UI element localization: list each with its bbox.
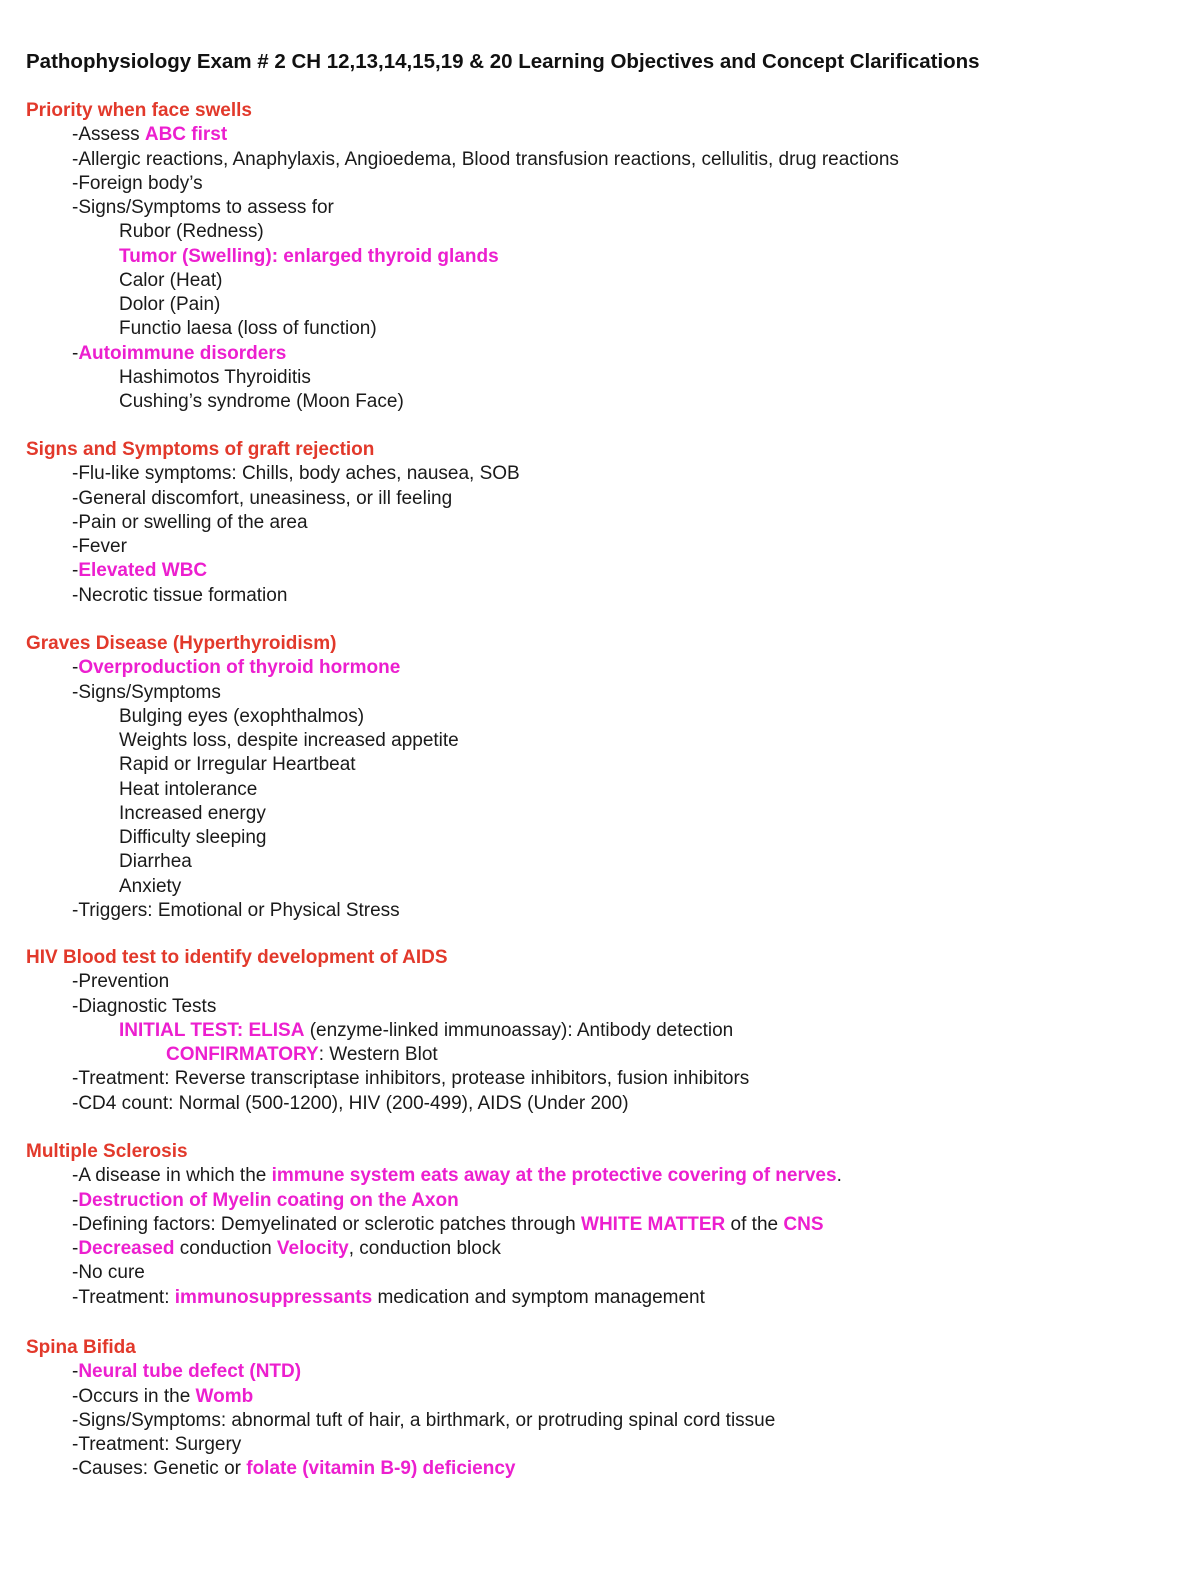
list-item — [119, 293, 220, 317]
item-text: -Necrotic tissue formation — [72, 585, 288, 606]
item-text: Calor (Heat) — [119, 270, 223, 291]
highlighted-text: Overproduction of thyroid hormone — [78, 657, 401, 678]
item-text: Weights loss, despite increased appetite — [119, 730, 459, 751]
highlighted-text: Elevated WBC — [78, 560, 208, 581]
item-text: -Foreign body’s — [72, 173, 203, 194]
list-item — [72, 1092, 629, 1116]
highlighted-text: CNS — [783, 1214, 824, 1235]
item-text: -Treatment: Surgery — [72, 1434, 242, 1455]
highlighted-text: INITIAL TEST: ELISA — [119, 1020, 305, 1041]
highlighted-text: folate (vitamin B-9) deficiency — [246, 1458, 516, 1479]
item-text: - — [72, 560, 79, 581]
list-item — [119, 802, 266, 826]
item-text: - — [72, 1361, 79, 1382]
item-text: -Flu-like symptoms: Chills, body aches, nausea, SOB — [72, 463, 520, 484]
item-text: -Allergic reactions, Anaphylaxis, Angioedema, Blood transfusion reactions, cellulitis, drug reactions — [72, 149, 899, 170]
highlighted-text: Autoimmune disorders — [78, 343, 287, 364]
section-heading: Priority when face swells — [26, 100, 252, 121]
item-text: medication and symptom management — [372, 1287, 705, 1308]
section-heading: HIV Blood test to identify development of AIDS — [26, 947, 448, 968]
list-item — [119, 826, 267, 850]
list-item — [72, 1286, 705, 1310]
highlighted-text: Velocity — [276, 1238, 349, 1259]
list-item — [72, 1385, 253, 1409]
item-text: -CD4 count: Normal (500-1200), HIV (200-499), AIDS (Under 200) — [72, 1093, 629, 1114]
list-item — [119, 390, 404, 414]
item-text: -Signs/Symptoms to assess for — [72, 197, 334, 218]
item-text: . — [836, 1165, 842, 1186]
list-item — [119, 269, 222, 293]
highlighted-text: Decreased — [78, 1238, 175, 1259]
item-text: - — [72, 343, 79, 364]
item-text: - — [72, 1190, 79, 1211]
list-item — [72, 148, 899, 172]
list-item — [72, 899, 400, 923]
list-item — [72, 1360, 301, 1384]
list-item — [119, 366, 311, 390]
item-text: -Occurs in the — [72, 1386, 196, 1407]
list-item — [119, 850, 192, 874]
highlighted-text: ABC first — [144, 124, 228, 145]
item-text: Functio laesa (loss of function) — [119, 318, 377, 339]
item-text: (enzyme-linked immunoassay): Antibody detection — [304, 1020, 734, 1041]
list-item — [72, 172, 203, 196]
section-heading: Graves Disease (Hyperthyroidism) — [26, 633, 337, 654]
highlighted-text: immune system eats away at the protective covering of nerves — [271, 1165, 837, 1186]
list-item — [119, 875, 181, 899]
item-text: Hashimotos Thyroiditis — [119, 367, 311, 388]
list-item — [119, 317, 377, 341]
item-text: Dolor (Pain) — [119, 294, 221, 315]
highlighted-text: Neural tube defect (NTD) — [78, 1361, 302, 1382]
section-heading: Spina Bifida — [26, 1337, 136, 1358]
list-item — [72, 1457, 515, 1481]
list-item — [72, 1067, 749, 1091]
section-heading: Signs and Symptoms of graft rejection — [26, 439, 375, 460]
list-item — [72, 1261, 145, 1285]
highlighted-text: immunosuppressants — [174, 1287, 373, 1308]
item-text: - — [72, 1238, 79, 1259]
list-item — [72, 342, 286, 366]
highlighted-text: WHITE MATTER — [581, 1214, 726, 1235]
list-item — [119, 245, 499, 269]
item-text: -Pain or swelling of the area — [72, 512, 308, 533]
item-text: conduction — [174, 1238, 277, 1259]
highlighted-text: Womb — [195, 1386, 254, 1407]
item-text: -Prevention — [72, 971, 170, 992]
list-item — [119, 220, 264, 244]
list-item — [72, 681, 221, 705]
item-text: : Western Blot — [318, 1044, 438, 1065]
item-text: of the — [725, 1214, 784, 1235]
item-text: -Causes: Genetic or — [72, 1458, 247, 1479]
item-text: Anxiety — [119, 876, 182, 897]
list-item — [72, 1189, 459, 1213]
item-text: -Assess — [72, 124, 145, 145]
list-item — [72, 1409, 775, 1433]
list-item — [119, 778, 257, 802]
highlighted-text: CONFIRMATORY — [166, 1044, 319, 1065]
list-item — [119, 729, 459, 753]
list-item — [72, 1237, 501, 1261]
item-text: -A disease in which the — [72, 1165, 272, 1186]
item-text: Heat intolerance — [119, 779, 258, 800]
highlighted-text: Tumor (Swelling): enlarged thyroid glands — [119, 246, 499, 267]
list-item — [72, 656, 400, 680]
item-text: -Defining factors: Demyelinated or sclerotic patches through — [72, 1214, 582, 1235]
list-item — [72, 559, 207, 583]
list-item — [119, 705, 364, 729]
item-text: -Treatment: — [72, 1287, 175, 1308]
item-text: Cushing’s syndrome (Moon Face) — [119, 391, 404, 412]
item-text: -Fever — [72, 536, 127, 557]
item-text: Bulging eyes (exophthalmos) — [119, 706, 365, 727]
item-text: -Triggers: Emotional or Physical Stress — [72, 900, 400, 921]
item-text: -No cure — [72, 1262, 145, 1283]
list-item — [72, 1164, 842, 1188]
list-item — [72, 196, 334, 220]
list-item — [119, 1019, 733, 1043]
section-heading: Multiple Sclerosis — [26, 1141, 188, 1162]
item-text: - — [72, 657, 79, 678]
list-item — [72, 1433, 241, 1457]
list-item — [72, 487, 452, 511]
item-text: Difficulty sleeping — [119, 827, 267, 848]
page-title: Pathophysiology Exam # 2 CH 12,13,14,15,19 & 20 Learning Objectives and Concept Clarifications — [26, 50, 980, 73]
item-text: -Signs/Symptoms: abnormal tuft of hair, a birthmark, or protruding spinal cord tissue — [72, 1410, 776, 1431]
list-item — [72, 123, 227, 147]
list-item — [72, 584, 287, 608]
item-text: Rubor (Redness) — [119, 221, 264, 242]
list-item — [72, 995, 216, 1019]
list-item — [72, 511, 308, 535]
list-item — [72, 1213, 824, 1237]
list-item — [72, 462, 520, 486]
item-text: Rapid or Irregular Heartbeat — [119, 754, 356, 775]
list-item — [119, 753, 356, 777]
item-text: -Treatment: Reverse transcriptase inhibitors, protease inhibitors, fusion inhibitors — [72, 1068, 750, 1089]
list-item — [166, 1043, 438, 1067]
item-text: Increased energy — [119, 803, 266, 824]
highlighted-text: Destruction of Myelin coating on the Axon — [78, 1190, 459, 1211]
item-text: -Signs/Symptoms — [72, 682, 221, 703]
list-item — [72, 970, 169, 994]
item-text: -General discomfort, uneasiness, or ill feeling — [72, 488, 453, 509]
item-text: Diarrhea — [119, 851, 192, 872]
item-text: -Diagnostic Tests — [72, 996, 217, 1017]
item-text: , conduction block — [348, 1238, 501, 1259]
list-item — [72, 535, 127, 559]
